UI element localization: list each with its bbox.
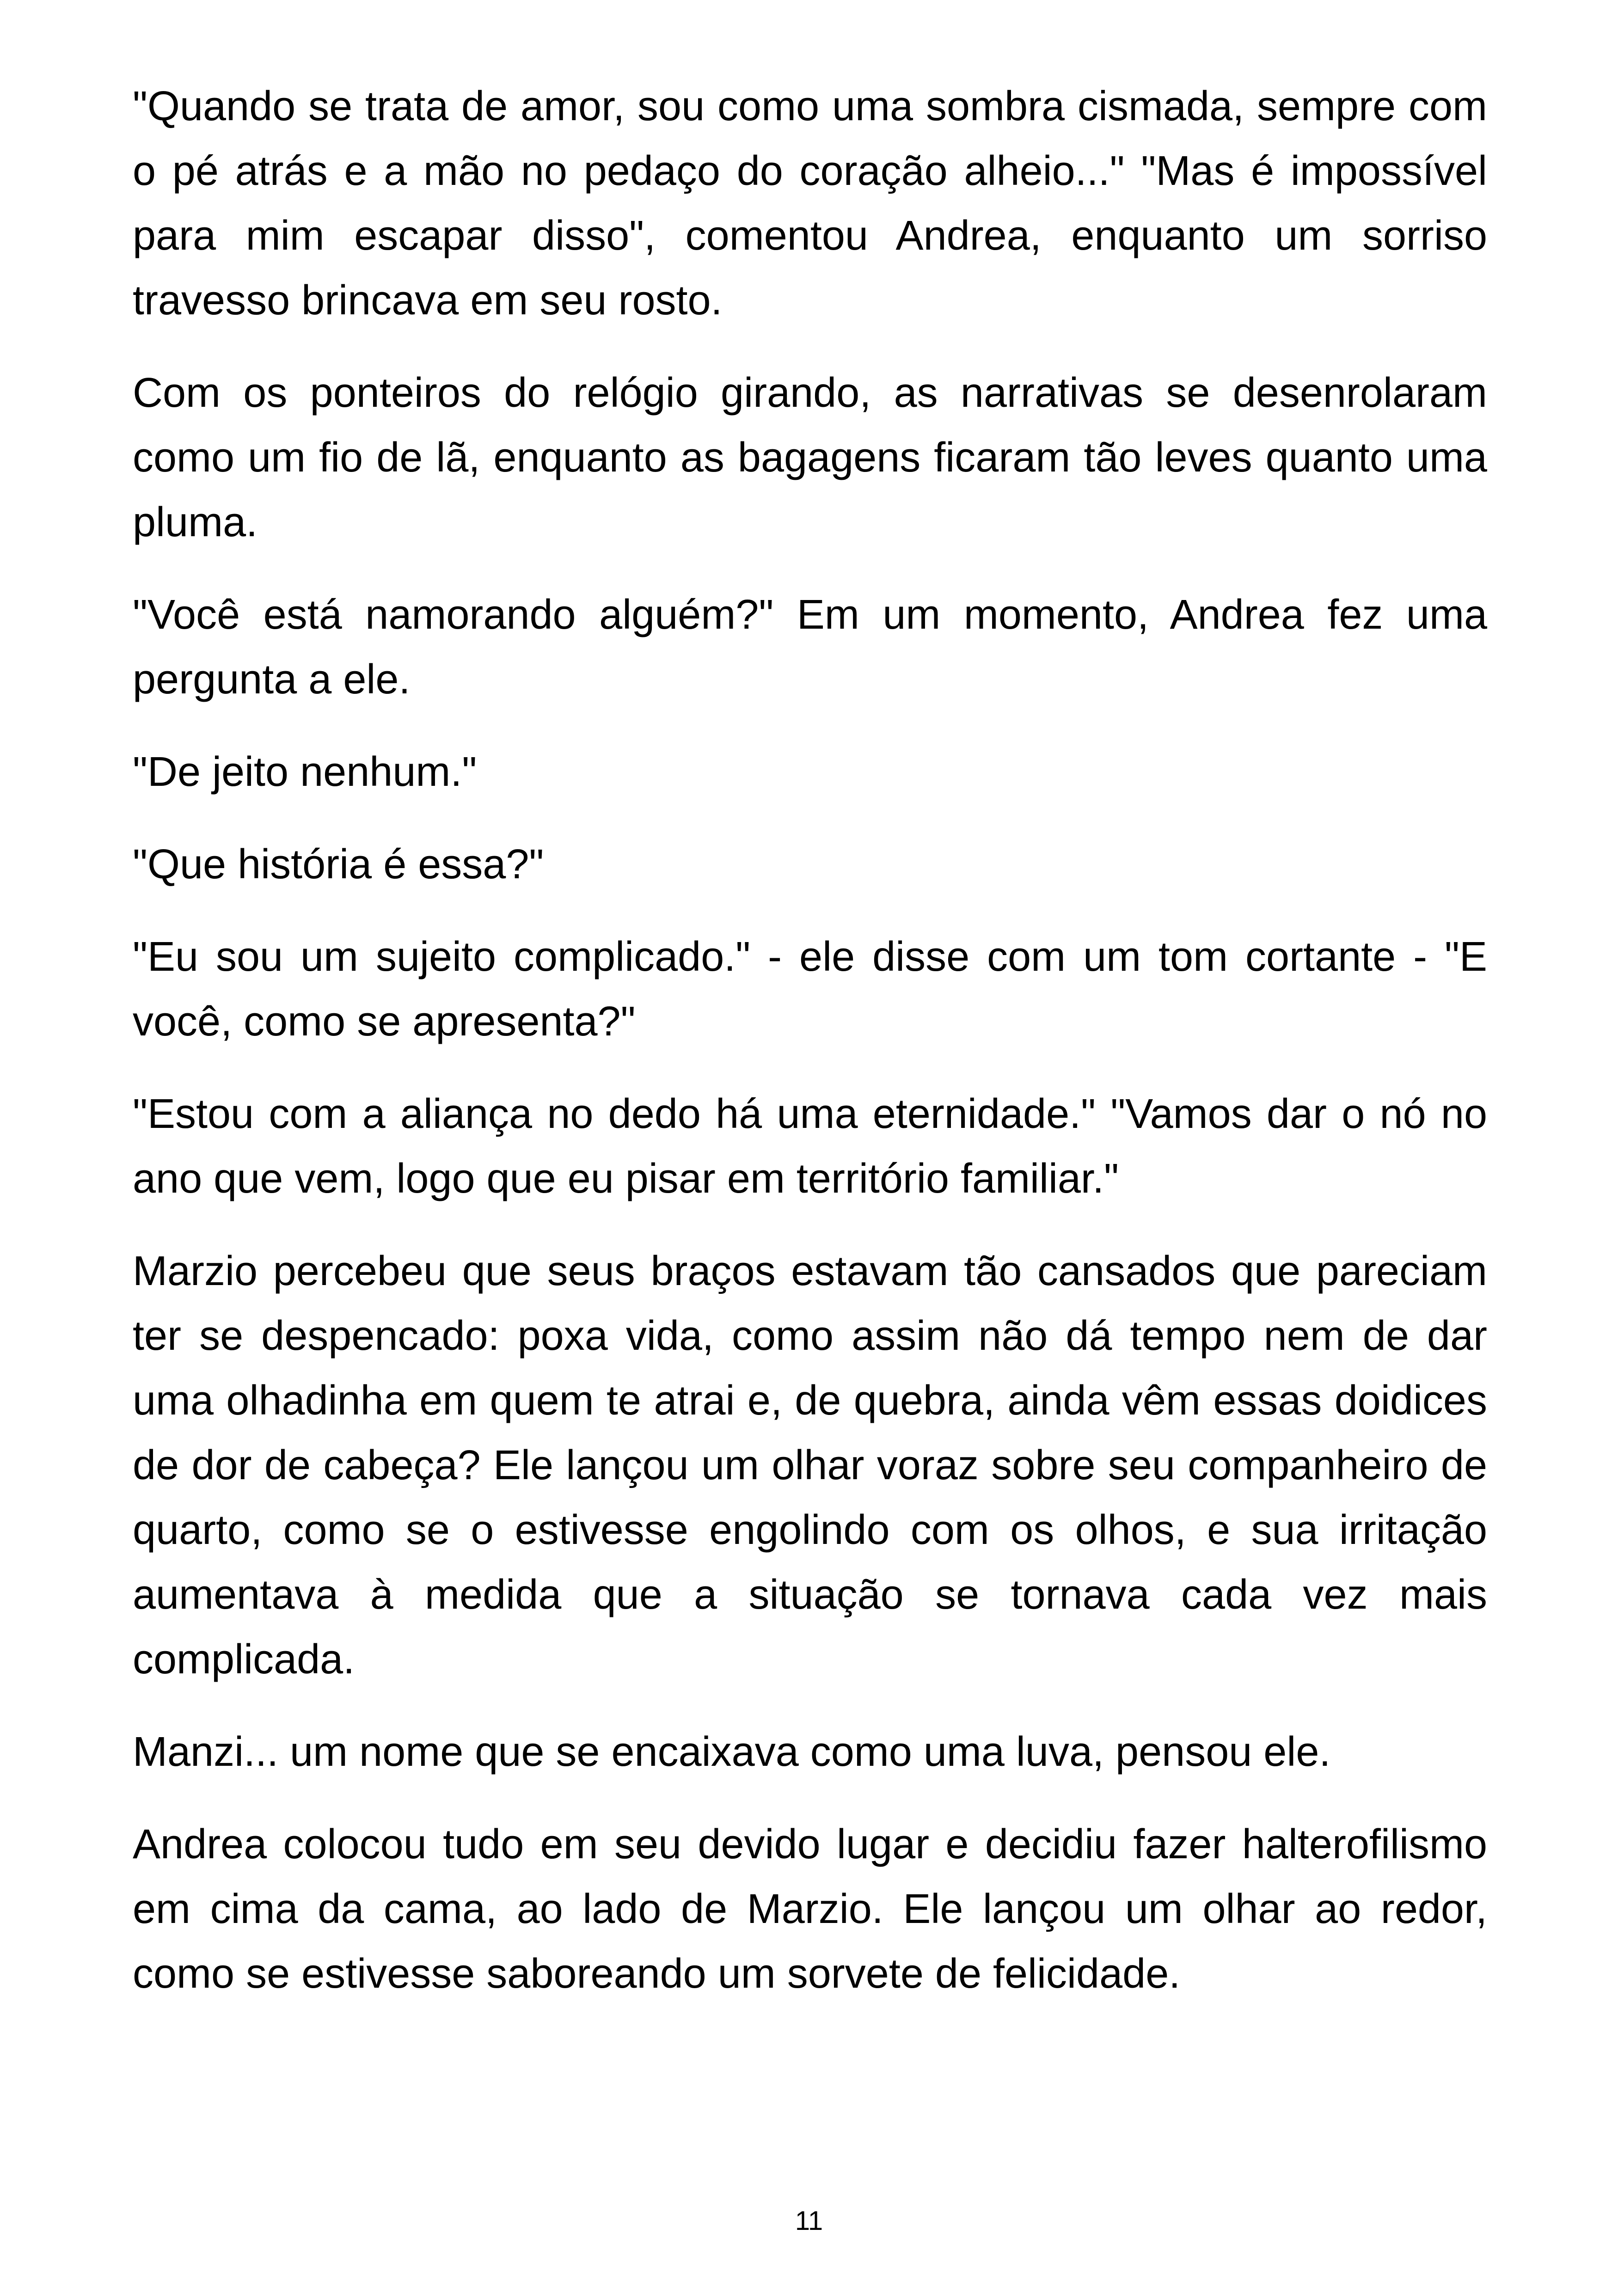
paragraph: "Quando se trata de amor, sou como uma sombra cismada, sempre com o pé atrás e a mão no pedaço do coração alheio..." "Mas é impossível para mim escapar disso", comentou Andrea, enquanto um sorriso travesso brincava em seu rosto.: [133, 83, 1487, 324]
paragraph: "Você está namorando alguém?" Em um momento, Andrea fez uma pergunta a ele.: [133, 592, 1487, 703]
paragraph: Marzio percebeu que seus braços estavam tão cansados que pareciam ter se despencado: poxa vida, como assim não dá tempo nem de dar uma olhadinha em quem te atrai e, de quebra, ainda vêm essas doidices de dor de cabeça? Ele lançou um olhar voraz sobre seu companheiro de quarto, como se o estivesse engolindo com os olhos, e sua irritação aumentava à medida que a situação se tornava cada vez mais complicada.: [133, 1248, 1487, 1683]
body-text: [133, 74, 1487, 2034]
paragraph: Andrea colocou tudo em seu devido lugar e decidiu fazer halterofilismo em cima da cama, ao lado de Marzio. Ele lançou um olhar ao redor, como se estivesse saboreando um sorvete de felicidade.: [133, 1821, 1487, 1997]
paragraph: Manzi... um nome que se encaixava como uma luva, pensou ele.: [133, 1729, 1331, 1775]
paragraph: "De jeito nenhum.": [133, 749, 477, 795]
page-number: 11: [795, 2206, 823, 2236]
paragraph: "Que história é essa?": [133, 841, 544, 888]
paragraph: Com os ponteiros do relógio girando, as narrativas se desenrolaram como um fio de lã, enquanto as bagagens ficaram tão leves quanto uma pluma.: [133, 370, 1487, 545]
paragraph: "Estou com a aliança no dedo há uma eternidade." "Vamos dar o nó no ano que vem, logo que eu pisar em território familiar.": [133, 1091, 1487, 1202]
paragraph: "Eu sou um sujeito complicado." - ele disse com um tom cortante - "E você, como se apresenta?": [133, 934, 1487, 1045]
